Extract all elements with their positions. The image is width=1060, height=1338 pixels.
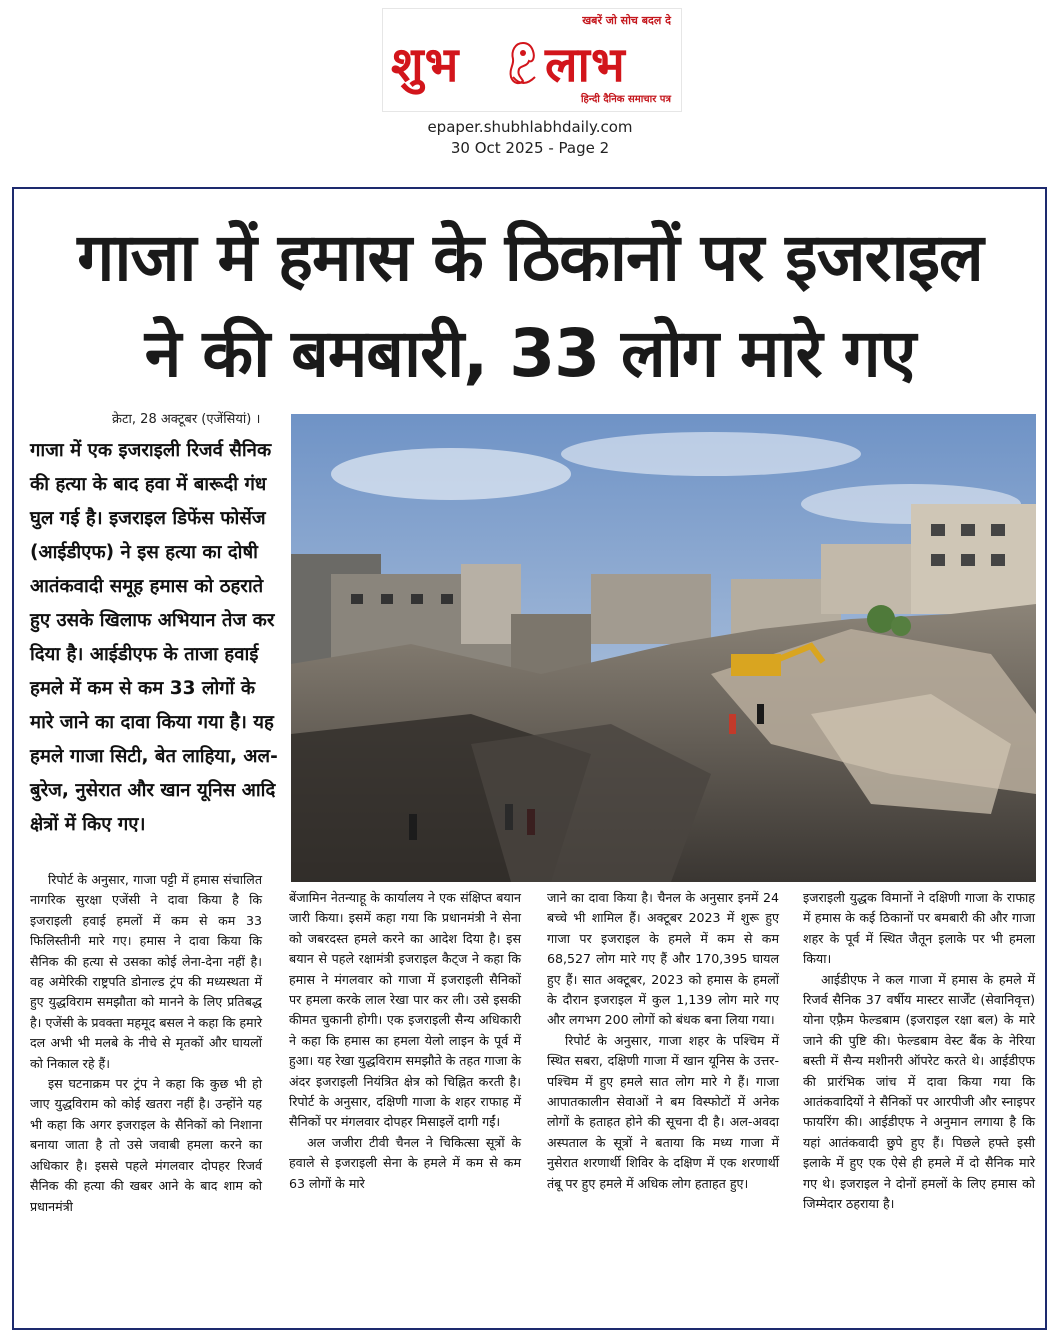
column-1-paragraph-2: इस घटनाक्रम पर ट्रंप ने कहा कि कुछ भी हो जाए युद्धविराम को कोई खतरा नहीं है। उन्होंने यह भी कहा कि अगर इजराइल के सैनिकों को निशाना बनाया जाता है तो उसे जवाबी हमला करने का अधिकार है। इससे पहले मंगलवार दोपहर रिजर्व सैनिक की हत्या की खबर आने के बाद शाम को प्रधानमंत्री	[30, 1076, 262, 1214]
logo-tagline: खबरें जो सोच बदल दे	[582, 14, 671, 27]
article-column-1	[30, 870, 262, 1217]
headline-line-1: गाजा में हमास के ठिकानों पर इजराइल	[77, 219, 983, 296]
column-2-paragraph-1: बेंजामिन नेतन्याहू के कार्यालय ने एक संक्षिप्त बयान जारी किया। इसमें कहा गया कि प्रधानमंत्री ने सेना को जबरदस्त हमले करने का आदेश दिया है। इस बयान से पहले रक्षामंत्री इजराइल कैट्ज ने कहा कि हमास ने मंगलवार को गाजा में इजराइली सैनिकों पर हमला करके लाल रेखा पार कर ली। उसे इसकी कीमत चुकानी होगी। एक इजराइली सैन्य अधिकारी ने कहा कि हमास का हमला येलो लाइन के पूर्व में हुआ। यह रेखा युद्धविराम समझौते के तहत गाजा के अंदर इजराइली नियंत्रित क्षेत्र को चिह्नित करती है। रिपोर्ट के अनुसार, दक्षिणी गाजा के शहर राफाह में सैनिकों पर मंगलवार दोपहर मिसाइलें दागी गईं।	[289, 890, 521, 1130]
column-4-paragraph-1: इजराइली युद्धक विमानों ने दक्षिणी गाजा के राफाह में हमास के कई ठिकानों पर बमबारी की और गाजा शहर के पूर्व में स्थित जैतून इलाके पर भी हमला किया।	[803, 890, 1035, 967]
column-2-paragraph-2: अल जजीरा टीवी चैनल ने चिकित्सा सूत्रों के हवाले से इजराइली सेना के हमले में कम से कम 63 लोगों के मारे	[289, 1134, 521, 1191]
article-headline	[22, 210, 1038, 402]
photo-illustration	[291, 414, 1036, 882]
column-3-paragraph-2: रिपोर्ट के अनुसार, गाजा शहर के पश्चिम में स्थित सबरा, दक्षिणी गाजा में खान यूनिस के उत्तर-पश्चिम में हुए हमले सात लोग मारे गे हैं। गाजा आपातकालीन सेवाओं ने बम विस्फोटों में अनेक लोगों के हताहत होने की सूचना दी है। अल-अवदा अस्पताल के सूत्रों ने बताया कि मध्य गाजा में नुसेरात शरणार्थी शिविर के दक्षिण में एक शरणार्थी तंबू पर हुए हमले में अधिक लोग हताहत हुए।	[547, 1032, 779, 1191]
logo-word-labh: लाभ	[545, 37, 626, 93]
headline-line-2: ने की बमबारी, 33 लोग मारे गए	[144, 315, 916, 392]
epaper-url[interactable]: epaper.shubhlabhdaily.com	[427, 118, 633, 136]
article-column-4	[803, 888, 1035, 1215]
logo-subtitle: हिन्दी दैनिक समाचार पत्र	[580, 94, 671, 105]
gaza-destruction-photo	[291, 414, 1036, 882]
article-intro: गाजा में एक इजराइली रिजर्व सैनिक की हत्या के बाद हवा में बारूदी गंध घुल गई है। इजराइल डिफेंस फोर्सेज (आईडीएफ) ने इस हत्या का दोषी आतंकवादी समूह हमास को ठहराते हुए उसके खिलाफ अभियान तेज कर दिया है। आईडीएफ के ताजा हवाई हमले में कम से कम 33 लोगों के मारे जाने का दावा किया गया है। यह हमले गाजा सिटी, बेत लाहिया, अल-बुरेज, नुसेरात और खान यूनिस आदि क्षेत्रों में किए गए।	[30, 440, 278, 835]
column-4-paragraph-2: आईडीएफ ने कल गाजा में हमास के हमले में रिजर्व सैनिक 37 वर्षीय मास्टर सार्जेंट (सेवानिवृत्त) योना एफ़्रैम फेल्डबाम (इजराइल रक्षा बल) के मारे जाने की पुष्टि की। फेल्डबाम वेस्ट बैंक के नेरिया बस्ती में सैन्य मशीनरी ऑपरेट करते थे। आईडीएफ की प्रारंभिक जांच में दावा किया गया कि आतंकवादियों ने सैनिकों पर आरपीजी और स्नाइपर फायरिंग की। आईडीएफ ने अनुमान लगाया है कि यहां आतंकवादी छुपे हुए हैं। पिछले हफ्ते इसी इलाके में हुए एक ऐसे ही हमले में दो सैनिक मारे गए थे। इजराइल ने दोनों हमलों के लिए हमास को जिम्मेदार ठहराया है।	[803, 971, 1035, 1212]
edition-date-page: 30 Oct 2025 - Page 2	[450, 139, 610, 157]
logo-word-shubh: शुभ	[391, 37, 460, 93]
article-dateline: क्रेटा, 28 अक्टूबर (एजेंसियां) ।	[112, 412, 261, 427]
newspaper-logo[interactable]	[382, 8, 682, 112]
masthead	[0, 0, 1060, 190]
column-1-paragraph-1: रिपोर्ट के अनुसार, गाजा पट्टी में हमास संचालित नागरिक सुरक्षा एजेंसी ने दावा किया है कि इजराइली हवाई हमलों में कम से कम 33 फिलिस्तीनी मारे गए। हमास ने दावा किया कि सैनिक की हत्या से उसका कोई लेना-देना नहीं है। वह अमेरिकी राष्ट्रपति डोनाल्ड ट्रंप की मध्यस्थता में हुए युद्धविराम समझौता को मानने के लिए प्रतिबद्ध है। एजेंसी के प्रवक्ता महमूद बसल ने कहा कि हमारे दल अभी भी मलबे के नीचे से मृतकों और घायलों को निकाल रहे हैं।	[30, 872, 262, 1071]
article-column-2	[289, 888, 521, 1194]
ganesha-icon	[501, 37, 545, 89]
article-column-3	[547, 888, 779, 1194]
column-3-paragraph-1: जाने का दावा किया है। चैनल के अनुसार इनमें 24 बच्चे भी शामिल हैं। अक्टूबर 2023 में शुरू हुए गाजा पर इजराइल के हमले में कम से कम 68,527 लोग मारे गए हैं और 170,395 घायल हुए हैं। सात अक्टूबर, 2023 को हमास के हमलों के दौरान इजराइल में कुल 1,139 लोग मारे गए और लगभग 200 लोगों को बंधक बना लिया गया।	[547, 890, 779, 1028]
